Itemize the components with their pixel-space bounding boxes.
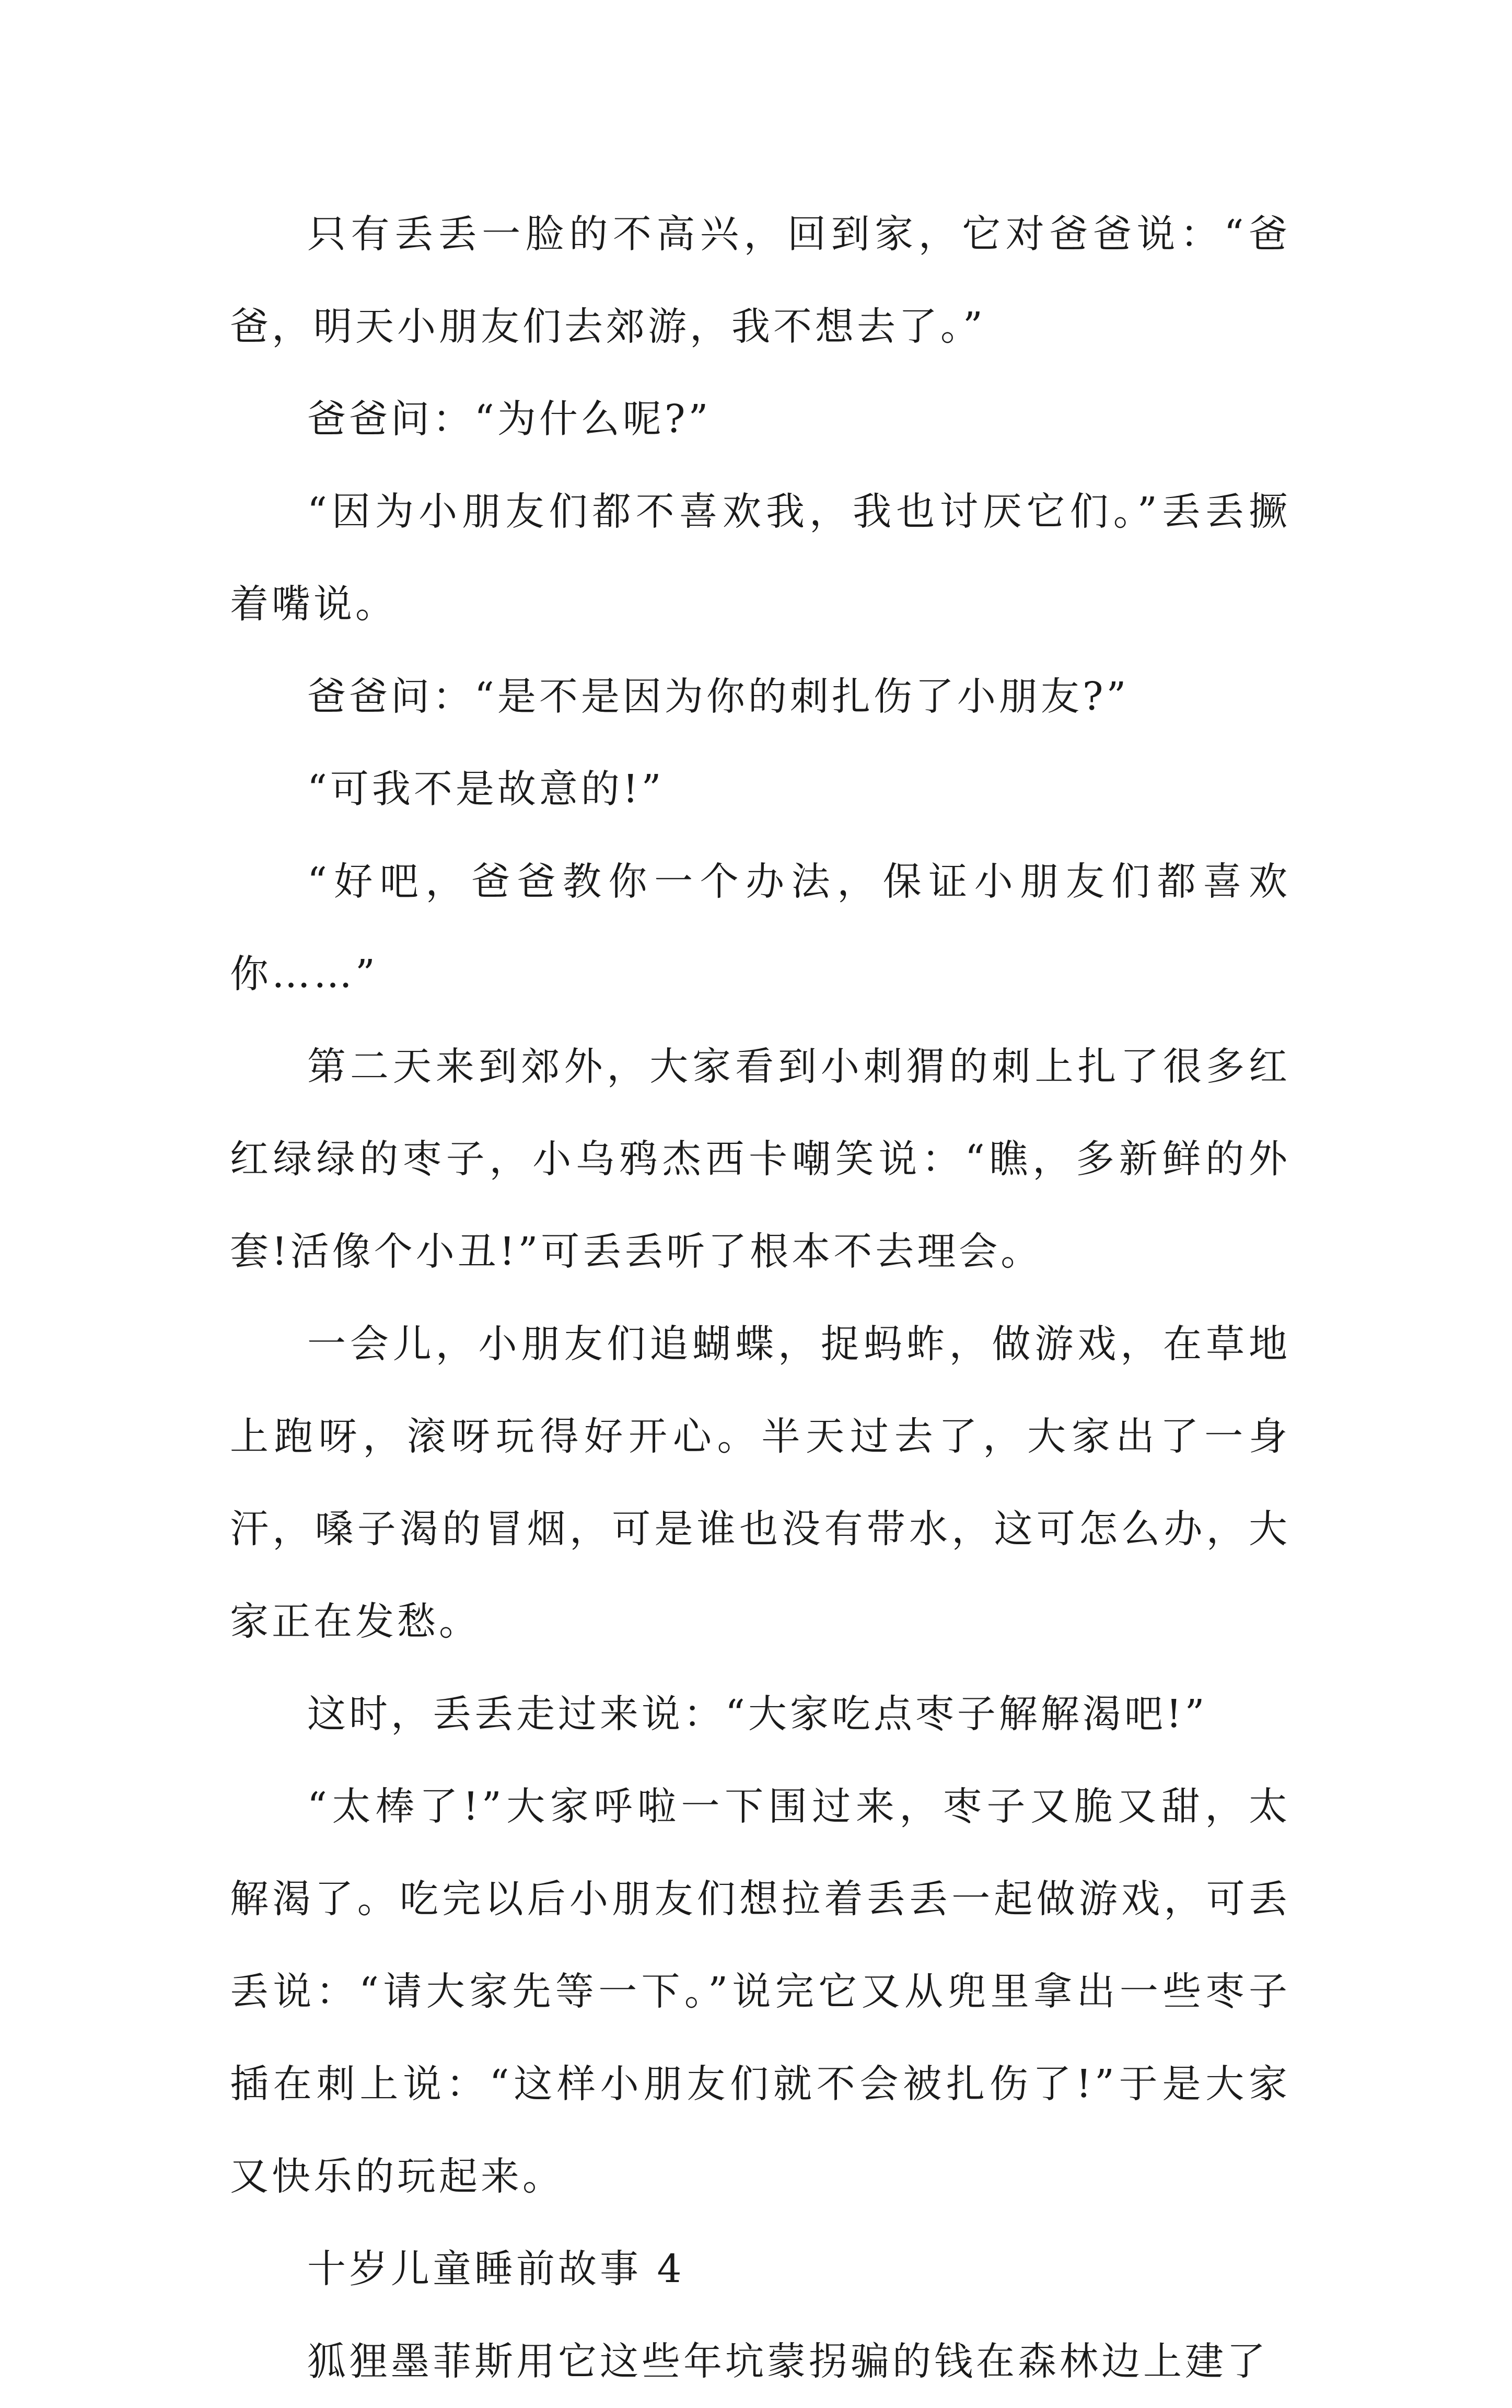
paragraph: 一会儿，小朋友们追蝴蝶，捉蚂蚱，做游戏，在草地上跑呀，滚呀玩得好开心。半天过去了，大家出了一身汗，嗓子渴的冒烟，可是谁也没有带水，这可怎么办，大家正在发愁。 bbox=[230, 1322, 1290, 1644]
paragraph: 这时，丢丢走过来说：“大家吃点枣子解解渴吧!” bbox=[307, 1692, 1208, 1736]
paragraph: 爸爸问：“是不是因为你的刺扎伤了小朋友?” bbox=[307, 674, 1130, 719]
paragraph: 爸爸问：“为什么呢?” bbox=[307, 397, 712, 442]
paragraph: 只有丢丢一脸的不高兴，回到家，它对爸爸说：“爸爸，明天小朋友们去郊游，我不想去了。” bbox=[230, 212, 1290, 349]
paragraph: 第二天来到郊外，大家看到小刺猬的刺上扎了很多红红绿绿的枣子，小乌鸦杰西卡嘲笑说：“瞧，多新鲜的外套!活像个小丑!”可丢丢听了根本不去理会。 bbox=[230, 1044, 1290, 1274]
paragraph: 狐狸墨菲斯用它这些年坑蒙拐骗的钱在森林边上建了 bbox=[307, 2339, 1269, 2384]
paragraph: “因为小朋友们都不喜欢我，我也讨厌它们。”丢丢撅着嘴说。 bbox=[230, 489, 1290, 627]
paragraph: “太棒了!”大家呼啦一下围过来，枣子又脆又甜，太解渴了。吃完以后小朋友们想拉着丢丢一起做游戏，可丢丢说：“请大家先等一下。”说完它又从兜里拿出一些枣子插在刺上说：“这样小朋友们就不会被扎伤了!”于是大家又快乐的玩起来。 bbox=[230, 1784, 1290, 2199]
paragraph: “好吧，爸爸教你一个办法，保证小朋友们都喜欢你……” bbox=[230, 859, 1290, 997]
section-heading: 十岁儿童睡前故事 4 bbox=[307, 2247, 685, 2291]
document-body bbox=[230, 188, 1290, 2408]
paragraph: “可我不是故意的!” bbox=[307, 767, 665, 812]
